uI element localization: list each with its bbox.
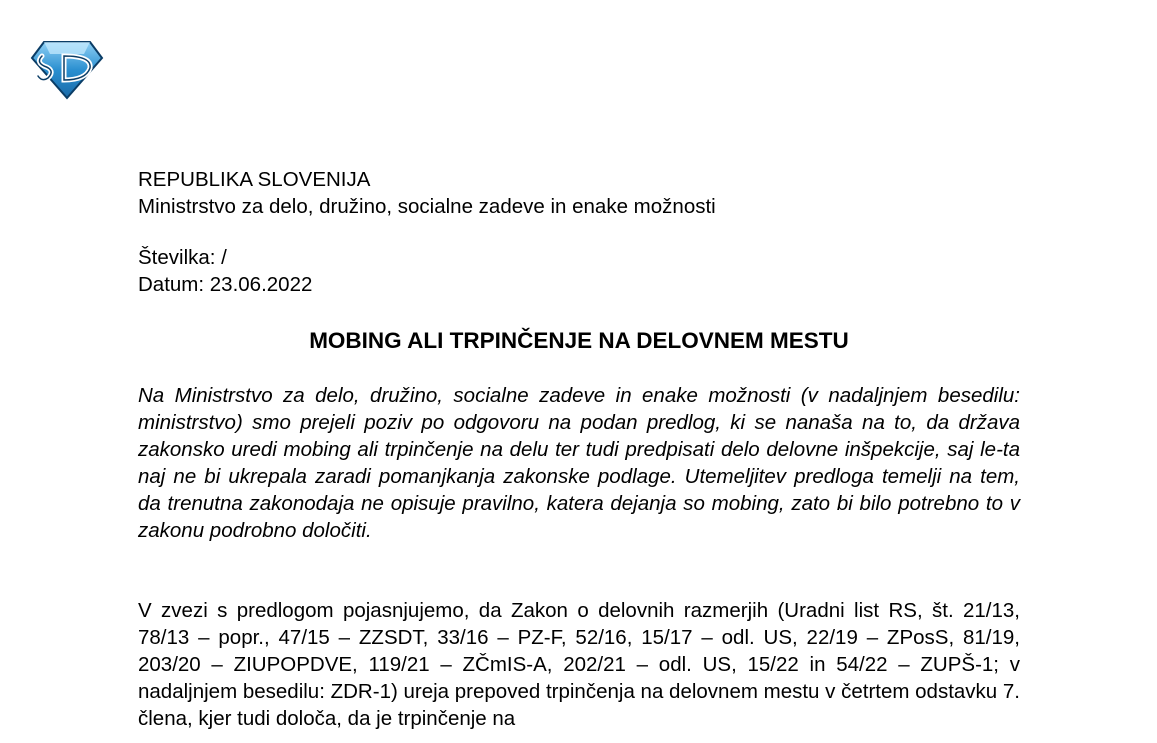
document-reference [138,244,312,298]
letterhead [138,166,716,220]
country-name: REPUBLIKA SLOVENIJA [138,168,371,191]
document-number: Številka: / [138,246,227,269]
body-paragraph: V zvezi s predlogom pojasnjujemo, da Zakon o delovnih razmerjih (Uradni list RS, št. 21/13, 78/13 – popr., 47/15 – ZZSDT, 33/16 – PZ-F, 52/16, 15/17 – odl. US, 22/19 – ZPosS, 81/19, 203/20 – ZIUPOPDVE, 119/21 – ZČmIS-A, 202/21 – odl. US, 15/22 in 54/22 – ZUPŠ-1; v nadaljnjem besedilu: ZDR-1) ureja prepoved trpinčenja na delovnem mestu v četrtem odstavku 7. člena, kjer tudi določa, da je trpinčenje na [138,599,1020,730]
ministry-name: Ministrstvo za delo, družino, socialne zadeve in enake možnosti [138,195,716,218]
intro-paragraph: Na Ministrstvo za delo, družino, socialne zadeve in enake možnosti (v nadaljnjem besedilu: ministrstvo) smo prejeli poziv po odgovoru na podan predlog, ki se nanaša na to, da država zakonsko uredi mobing ali trpinčenje na delu ter tudi predpisati delo delovne inšpekcije, saj le-ta naj ne bi ukrepala zaradi pomanjkanja zakonske podlage. Utemeljitev predloga temelji na tem, da trenutna zakonodaja ne opisuje pravilno, katera dejanja so mobing, zato bi bilo potrebno to v zakonu podrobno določiti. [138,384,1020,542]
document-title: MOBING ALI TRPINČENJE NA DELOVNEM MESTU [309,328,849,353]
sd-diamond-logo-icon [30,40,104,100]
document-date: Datum: 23.06.2022 [138,273,313,296]
